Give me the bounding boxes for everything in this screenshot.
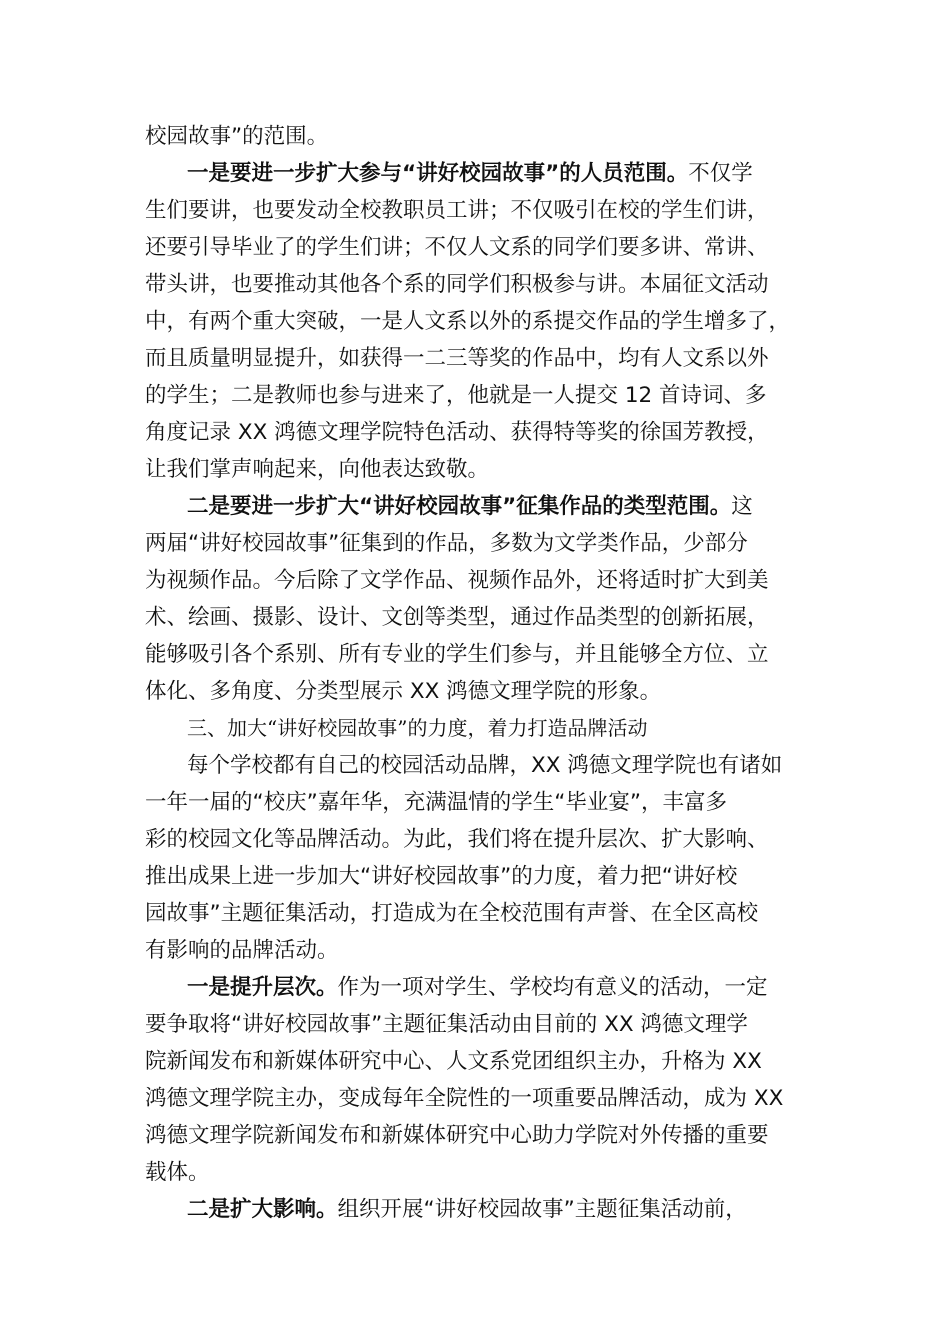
line-text: 推出成果上进一步加大“讲好校园故事”的力度，着力把“讲好校 bbox=[145, 864, 738, 889]
line-text: 能够吸引各个系别、所有专业的学生们参与，并且能够全方位、立 bbox=[145, 642, 769, 667]
line-text: 为视频作品。今后除了文学作品、视频作品外，还将适时扩大到美 bbox=[145, 568, 769, 593]
line-text: 有影响的品牌活动。 bbox=[145, 938, 339, 963]
line-text: 作为一项对学生、学校均有意义的活动，一定 bbox=[337, 975, 768, 1000]
line-text: 校园故事”的范围。 bbox=[145, 124, 329, 149]
text-line bbox=[145, 562, 805, 599]
line-text: 载体。 bbox=[145, 1160, 210, 1185]
text-line bbox=[145, 303, 805, 340]
line-text: 鸿德文理学院主办，变成每年全院性的一项重要品牌活动，成为 XX bbox=[145, 1086, 784, 1111]
text-line bbox=[145, 1154, 805, 1191]
text-line bbox=[145, 340, 805, 377]
text-line bbox=[145, 229, 805, 266]
line-text: 彩的校园文化等品牌活动。为此，我们将在提升层次、扩大影响、 bbox=[145, 827, 769, 852]
bold-lead-phrase: 一是要进一步扩大参与“讲好校园故事”的人员范围。 bbox=[187, 161, 689, 186]
bold-lead-phrase: 二是扩大影响。 bbox=[187, 1197, 338, 1222]
line-text: 三、加大“讲好校园故事”的力度，着力打造品牌活动 bbox=[187, 716, 648, 740]
line-text: 每个学校都有自己的校园活动品牌，XX 鸿德文理学院也有诸如 bbox=[187, 753, 783, 778]
text-line bbox=[145, 192, 805, 229]
text-line bbox=[145, 1191, 805, 1228]
text-line bbox=[145, 599, 805, 636]
text-line bbox=[145, 747, 805, 784]
bold-lead-phrase: 一是提升层次。 bbox=[187, 975, 338, 1000]
line-text: 一年一届的“校庆”嘉年华，充满温情的学生“毕业宴”，丰富多 bbox=[145, 790, 728, 815]
text-line bbox=[145, 1006, 805, 1043]
text-line bbox=[145, 414, 805, 451]
line-text: 生们要讲，也要发动全校教职员工讲；不仅吸引在校的学生们讲， bbox=[145, 198, 769, 223]
text-line bbox=[145, 118, 805, 155]
text-line bbox=[145, 1080, 805, 1117]
line-text: 而且质量明显提升，如获得一二三等奖的作品中，均有人文系以外 bbox=[145, 346, 769, 371]
line-text: 园故事”主题征集活动，打造成为在全校范围有声誉、在全区高校 bbox=[145, 901, 759, 926]
line-text: 这 bbox=[731, 494, 753, 519]
document-body bbox=[145, 118, 805, 1228]
text-line bbox=[145, 525, 805, 562]
line-text: 让我们掌声响起来，向他表达致敬。 bbox=[145, 457, 490, 482]
line-text: 还要引导毕业了的学生们讲；不仅人文系的同学们要多讲、常讲、 bbox=[145, 235, 769, 260]
text-line bbox=[145, 636, 805, 673]
line-text: 角度记录 XX 鸿德文理学院特色活动、获得特等奖的徐国芳教授， bbox=[145, 420, 769, 445]
line-text: 两届“讲好校园故事”征集到的作品，多数为文学类作品，少部分 bbox=[145, 531, 748, 556]
text-line bbox=[145, 932, 805, 969]
line-text: 不仅学 bbox=[688, 161, 753, 186]
text-line bbox=[145, 266, 805, 303]
text-line bbox=[145, 969, 805, 1006]
line-text: 体化、多角度、分类型展示 XX 鸿德文理学院的形象。 bbox=[145, 679, 662, 704]
text-line bbox=[145, 1117, 805, 1154]
line-text: 院新闻发布和新媒体研究中心、人文系党团组织主办，升格为 XX bbox=[145, 1049, 762, 1074]
text-line bbox=[145, 451, 805, 488]
text-line bbox=[145, 1043, 805, 1080]
section-heading bbox=[145, 710, 805, 747]
line-text: 要争取将“讲好校园故事”主题征集活动由目前的 XX 鸿德文理学 bbox=[145, 1012, 748, 1037]
bold-lead-phrase: 二是要进一步扩大“讲好校园故事”征集作品的类型范围。 bbox=[187, 494, 732, 519]
text-line bbox=[145, 784, 805, 821]
line-text: 中，有两个重大突破，一是人文系以外的系提交作品的学生增多了， bbox=[145, 309, 791, 334]
text-line bbox=[145, 673, 805, 710]
line-text: 带头讲，也要推动其他各个系的同学们积极参与讲。本届征文活动 bbox=[145, 272, 769, 297]
text-line bbox=[145, 488, 805, 525]
line-text: 组织开展“讲好校园故事”主题征集活动前， bbox=[337, 1197, 747, 1222]
text-line bbox=[145, 895, 805, 932]
text-line bbox=[145, 858, 805, 895]
line-text: 鸿德文理学院新闻发布和新媒体研究中心助力学院对外传播的重要 bbox=[145, 1123, 769, 1148]
text-line bbox=[145, 821, 805, 858]
line-text: 术、绘画、摄影、设计、文创等类型，通过作品类型的创新拓展， bbox=[145, 605, 769, 630]
line-text: 的学生；二是教师也参与进来了，他就是一人提交 12 首诗词、多 bbox=[145, 383, 767, 408]
text-line bbox=[145, 155, 805, 192]
text-line bbox=[145, 377, 805, 414]
